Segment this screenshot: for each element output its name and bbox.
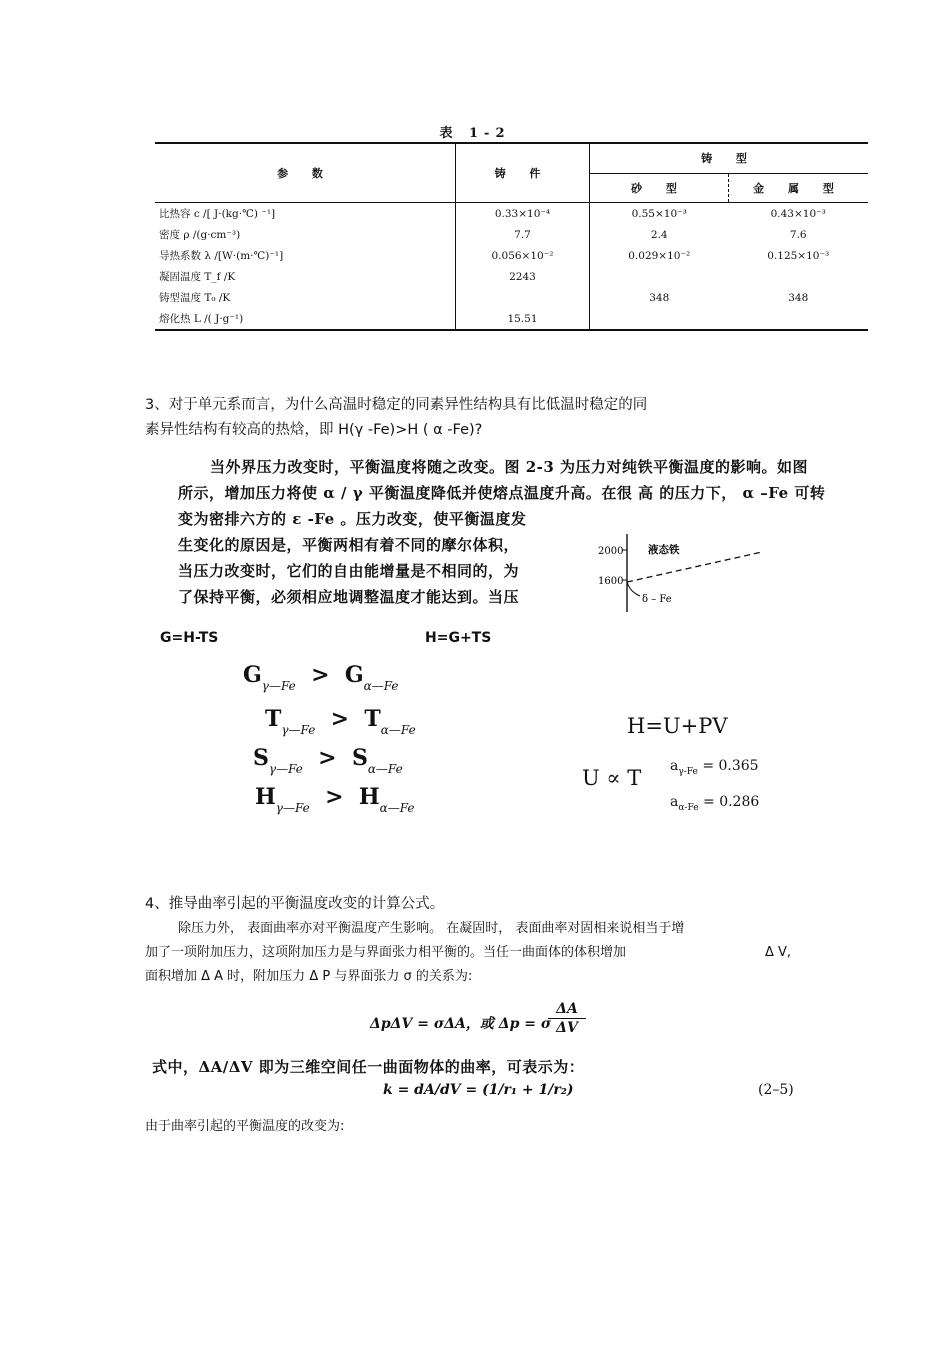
table-row	[155, 287, 868, 308]
table-row	[155, 308, 868, 330]
inequality-t	[265, 706, 416, 737]
q4-para-line-3: 面积增加 Δ A 时，附加压力 Δ P 与界面张力 σ 的关系为:	[145, 969, 473, 984]
subscript-gamma: γ—Fe	[275, 801, 310, 815]
subscript-alpha: α—Fe	[380, 723, 416, 737]
cell-casting	[456, 287, 590, 308]
cell-metal: 0.125×10⁻³	[767, 249, 830, 262]
header-metal: 金 属 型	[729, 173, 869, 203]
inequality-g	[243, 662, 399, 693]
lattice-a-gamma: a	[670, 758, 679, 774]
cell-casting: 0.33×10⁻⁴	[456, 203, 590, 225]
q4-last-line: 由于曲率引起的平衡温度的改变为:	[145, 1119, 345, 1134]
cell-metal: 7.6	[789, 228, 807, 241]
row-label: 密度 ρ /(g·cm⁻³)	[159, 229, 241, 241]
question-3-line-1: 3、对于单元系而言，为什么高温时稳定的同素异性结构具有比低温时稳定的同	[145, 397, 648, 413]
row-label: 导热系数 λ /[W·(m·℃)⁻¹]	[159, 250, 284, 262]
figure-liquid-iron-label: 液态铁	[648, 544, 680, 556]
equation-h-g-ts: H=G+TS	[425, 630, 492, 646]
cell-sand: 0.55×10⁻³	[590, 203, 729, 225]
figure-delta-curve	[627, 582, 640, 596]
cell-metal: 0.43×10⁻³	[770, 207, 826, 220]
question-4-title: 4、推导曲率引起的平衡温度改变的计算公式。	[145, 896, 445, 912]
question-3-line-2: 素异性结构有较高的热焓，即 H(γ -Fe)>H ( α -Fe)?	[145, 422, 483, 438]
cell-casting: 15.51	[456, 308, 590, 330]
cell-sand: 2.4	[590, 224, 729, 245]
equation-g-h-ts: G=H-TS	[160, 630, 219, 646]
curvature-fraction	[548, 1000, 586, 1037]
q4-delta-v: Δ V,	[765, 945, 792, 960]
symbol-h-right: H	[358, 784, 380, 810]
inequality-h	[255, 784, 415, 815]
cell-metal: 348	[788, 291, 809, 304]
symbol-t-right: T	[364, 706, 381, 732]
row-label: 比热容 c /[ J·(kg·℃) ⁻¹]	[159, 208, 276, 220]
subscript-alpha: α—Fe	[363, 679, 399, 693]
inequality-s	[253, 745, 403, 776]
scan-line-3: 变为密排六方的 ε -Fe 。压力改变，使平衡温度发	[178, 510, 527, 528]
pressure-temperature-figure	[590, 528, 780, 616]
greater-than: >	[318, 745, 337, 771]
cell-metal	[729, 308, 869, 330]
curvature-formula: k = dA/dV = (1/r₁ + 1/r₂)	[383, 1082, 574, 1098]
subscript-alpha: α—Fe	[379, 801, 415, 815]
cell-sand	[590, 266, 729, 287]
table-row	[155, 245, 868, 266]
cell-sand	[590, 308, 729, 330]
lattice-gamma	[670, 758, 759, 777]
cell-sand: 348	[590, 287, 729, 308]
scan-line-5: 当压力改变时，它们的自由能增量是不相同的，为	[178, 562, 520, 580]
scan-curvature-line: 式中，ΔA/ΔV 即为三维空间任一曲面物体的曲率，可表示为：	[152, 1058, 585, 1076]
subscript-gamma: γ—Fe	[261, 679, 296, 693]
table-row	[155, 266, 868, 287]
figure-label-2000: 2000	[598, 546, 624, 557]
q4-para-line-2: 加了一项附加压力，这项附加压力是与界面张力相平衡的。当任一曲面体的体积增加	[145, 945, 627, 960]
header-mold: 铸 型	[590, 143, 869, 173]
figure-label-1600: 1600	[598, 576, 624, 587]
pressure-tension-formula: ΔpΔV = σΔA，或 Δp = σ	[370, 1016, 552, 1032]
table-row	[155, 203, 868, 225]
symbol-g-left: G	[243, 662, 262, 688]
cell-casting: 2243	[456, 266, 590, 287]
header-param: 参 数	[155, 143, 456, 203]
row-label: 铸型温度 T₀ /K	[159, 292, 231, 304]
figure-liquid-line	[627, 552, 762, 582]
lattice-alpha-subscript: α-Fe	[678, 802, 699, 813]
fraction-denominator: ΔV	[556, 1020, 578, 1036]
header-casting: 铸 件	[456, 143, 590, 203]
symbol-h-left: H	[255, 784, 276, 810]
equation-u-prop-t: U ∝ T	[582, 766, 642, 790]
lattice-a-alpha: a	[670, 794, 679, 810]
symbol-s-right: S	[351, 745, 368, 771]
cell-casting: 7.7	[456, 224, 590, 245]
subscript-alpha: α—Fe	[367, 762, 403, 776]
parameter-table	[155, 142, 868, 331]
greater-than: >	[330, 706, 350, 732]
subscript-gamma: γ—Fe	[268, 762, 303, 776]
table-caption: 表 1-2	[439, 126, 511, 141]
cell-metal	[729, 266, 869, 287]
header-sand: 砂 型	[590, 173, 729, 203]
subscript-gamma: γ—Fe	[281, 723, 316, 737]
greater-than: >	[325, 784, 344, 810]
greater-than: >	[311, 662, 330, 688]
row-label: 凝固温度 T_f /K	[159, 271, 236, 283]
table-row	[155, 224, 868, 245]
figure-delta-fe-label: δ – Fe	[642, 594, 672, 605]
equation-number: (2–5)	[758, 1082, 794, 1098]
cell-casting: 0.056×10⁻²	[456, 245, 590, 266]
scan-line-6: 了保持平衡，必须相应地调整温度才能达到。当压	[178, 588, 520, 606]
symbol-s-left: S	[253, 745, 269, 771]
scan-line-2: 所示，增加压力将使 α / γ 平衡温度降低并使熔点温度升高。在很 高 的压力下， α –Fe 可转	[178, 484, 826, 502]
symbol-g-right: G	[344, 662, 364, 688]
row-label: 熔化热 L /( J·g⁻¹)	[155, 308, 456, 330]
scan-line-1: 当外界压力改变时，平衡温度将随之改变。图 2-3 为压力对纯铁平衡温度的影响。如图	[210, 458, 809, 476]
lattice-gamma-value: = 0.365	[702, 758, 759, 774]
lattice-alpha	[670, 794, 759, 813]
cell-sand: 0.029×10⁻²	[590, 245, 729, 266]
scan-line-4: 生变化的原因是，平衡两相有着不同的摩尔体积，	[178, 536, 520, 554]
equation-h-u-pv: H=U+PV	[627, 714, 728, 738]
lattice-alpha-value: = 0.286	[703, 794, 760, 810]
lattice-gamma-subscript: γ-Fe	[678, 766, 698, 777]
fraction-numerator: ΔA	[548, 1000, 586, 1019]
q4-para-line-1: 除压力外， 表面曲率亦对平衡温度产生影响。 在凝固时， 表面曲率对固相来说相当于增	[178, 921, 685, 936]
symbol-t-left: T	[265, 706, 282, 732]
